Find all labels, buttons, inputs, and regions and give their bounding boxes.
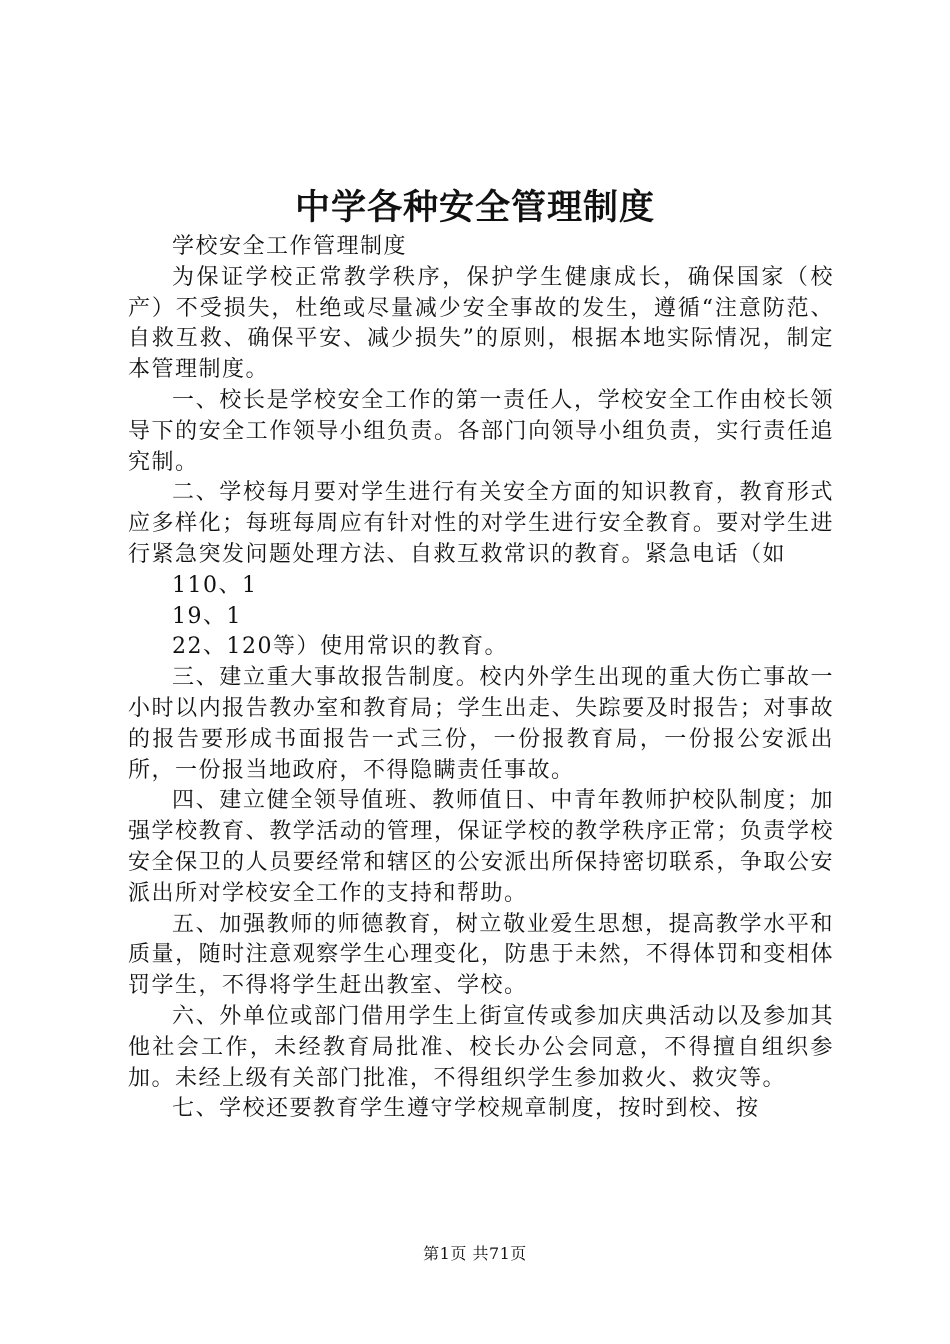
paragraph-phone-line-2: 19、1	[172, 603, 242, 629]
paragraph-item-7: 七、学校还要教育学生遵守学校规章制度，按时到校、按	[172, 1096, 760, 1122]
document-title: 中学各种安全管理制度	[294, 188, 655, 228]
paragraph-item-2: 二、学校每月要对学生进行有关安全方面的知识教育，教育形式应多样化；每班每周应有针对性的对学生进行安全教育。要对学生进行紧急突发问题处理方法、自救互救常识的教育。紧急电话（如	[128, 480, 834, 567]
paragraph-phone-line-3: 22、120等）使用常识的教育。	[172, 634, 508, 660]
page-footer: 第1页 共71页	[423, 1244, 527, 1263]
paragraph-item-6: 六、外单位或部门借用学生上街宣传或参加庆典活动以及参加其他社会工作，未经教育局批准、校长办公会同意，不得擅自组织参加。未经上级有关部门批准，不得组织学生参加救火、救灾等。	[128, 1003, 834, 1091]
paragraph-intro: 为保证学校正常教学秩序，保护学生健康成长，确保国家（校产）不受损失，杜绝或尽量减少安全事故的发生，遵循“注意防范、自救互救、确保平安、减少损失”的原则，根据本地实际情况，制定本管理制度。	[128, 264, 834, 383]
paragraph-item-5: 五、加强教师的师德教育，树立敬业爱生思想，提高教学水平和质量，随时注意观察学生心理变化，防患于未然，不得体罚和变相体罚学生，不得将学生赶出教室、学校。	[128, 911, 834, 999]
section-heading: 学校安全工作管理制度	[172, 234, 408, 259]
paragraph-item-3: 三、建立重大事故报告制度。校内外学生出现的重大伤亡事故一小时以内报告教办室和教育局；学生出走、失踪要及时报告；对事故的报告要形成书面报告一式三份，一份报教育局，一份报公安派出所，一份报当地政府，不得隐瞒责任事故。	[128, 665, 834, 783]
paragraph-phone-line-1: 110、1	[172, 572, 258, 598]
paragraph-item-1: 一、校长是学校安全工作的第一责任人，学校安全工作由校长领导下的安全工作领导小组负责。各部门向领导小组负责，实行责任追究制。	[128, 387, 834, 475]
paragraph-item-4: 四、建立健全领导值班、教师值日、中青年教师护校队制度；加强学校教育、教学活动的管理，保证学校的教学秩序正常；负责学校安全保卫的人员要经常和辖区的公安派出所保持密切联系，争取公安派出所对学校安全工作的支持和帮助。	[128, 788, 834, 906]
document-body	[128, 232, 834, 1125]
